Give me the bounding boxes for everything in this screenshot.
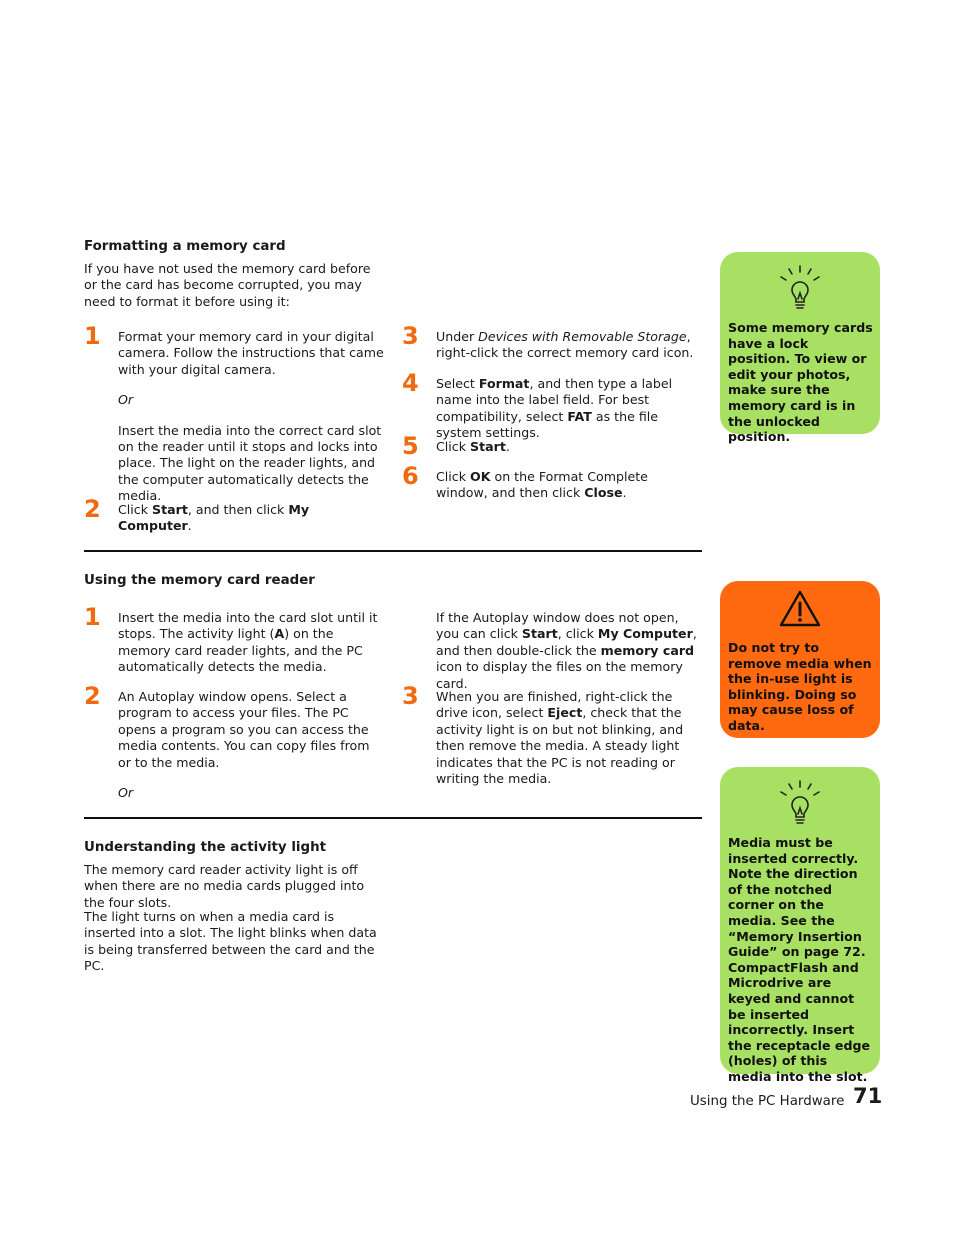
tip-note-media-insertion	[720, 767, 880, 1084]
step-number: 3	[402, 682, 419, 710]
activity-light-para-2: The light turns on when a media card is inserted into a slot. The light blinks when data is being transferred between the card and the PC.	[84, 909, 377, 974]
lightbulb-icon	[775, 777, 825, 829]
step-alt-text: Insert the media into the correct card slot on the reader until it stops and locks into place. The light on the reader lights, and the computer automatically detects the media.	[118, 422, 382, 504]
step-number: 3	[402, 322, 419, 350]
step-number: 2	[84, 495, 101, 523]
step-text: An Autoplay window opens. Select a program to access your files. The PC opens a program so you can access the media contents. You can copy files from or to the media.	[118, 689, 370, 770]
tip-text: Some memory cards have a lock position. To view or edit your photos, make sure the memory card is in the unlocked position.	[728, 320, 873, 445]
tip-text: Media must be inserted correctly. Note the direction of the notched corner on the media. See the “Memory Insertion Guide” on page 72. CompactFlash and Microdrive are keyed and cannot be inserted incorrectly. Insert the receptacle edge (holes) of this media into the slot.	[728, 835, 871, 1084]
step-text: Insert the media into the card slot until it stops. The activity light (A) on the memory card reader lights, and the PC automatically detects the media.	[118, 610, 378, 675]
activity-light-para-1: The memory card reader activity light is off when there are no media cards plugged into the four slots.	[84, 862, 365, 910]
section-divider	[84, 817, 702, 819]
step-text: When you are finished, right-click the drive icon, select Eject, check that the activity light is on but not blinking, and then remove the media. A steady light indicates that the PC is not reading or writing the media.	[436, 689, 684, 787]
formatting-intro: If you have not used the memory card before or the card has become corrupted, you may need to format it before using it:	[84, 261, 371, 309]
step-text: Format your memory card in your digital camera. Follow the instructions that came with your digital camera.	[118, 329, 384, 377]
warning-text: Do not try to remove media when the in-use light is blinking. Doing so may cause loss of data.	[728, 640, 872, 733]
tip-note-lock-position	[720, 252, 880, 445]
step-number: 6	[402, 462, 419, 490]
step-text: Click Start.	[436, 439, 510, 454]
step-text: Click Start, and then click My Computer.	[118, 502, 310, 534]
section-divider	[84, 550, 702, 552]
step-number: 4	[402, 369, 419, 397]
step-text: Click OK on the Format Complete window, and then click Close.	[436, 469, 648, 501]
step-number: 1	[84, 603, 101, 631]
footer-section-title: Using the PC Hardware	[690, 1094, 845, 1109]
or-label: Or	[118, 392, 134, 408]
step-text: Under Devices with Removable Storage, right-click the correct memory card icon.	[436, 329, 694, 361]
step-number: 5	[402, 432, 419, 460]
page-number: 71	[853, 1084, 883, 1108]
or-label: Or	[118, 785, 134, 801]
step-number: 1	[84, 322, 101, 350]
section-heading-formatting: Formatting a memory card	[84, 239, 286, 254]
reader-step-2-continued: If the Autoplay window does not open, you can click Start, click My Computer, and then double-click the memory card icon to display the files on the memory card.	[436, 610, 697, 691]
lightbulb-icon	[775, 262, 825, 314]
warning-triangle-icon	[778, 589, 822, 629]
section-heading-activity-light: Understanding the activity light	[84, 840, 327, 855]
section-heading-reader: Using the memory card reader	[84, 573, 315, 588]
step-text: Select Format, and then type a label name into the label field. For best compatibility, select FAT as the file system settings.	[436, 376, 673, 441]
warning-note-remove-media	[720, 581, 880, 738]
step-number: 2	[84, 682, 101, 710]
